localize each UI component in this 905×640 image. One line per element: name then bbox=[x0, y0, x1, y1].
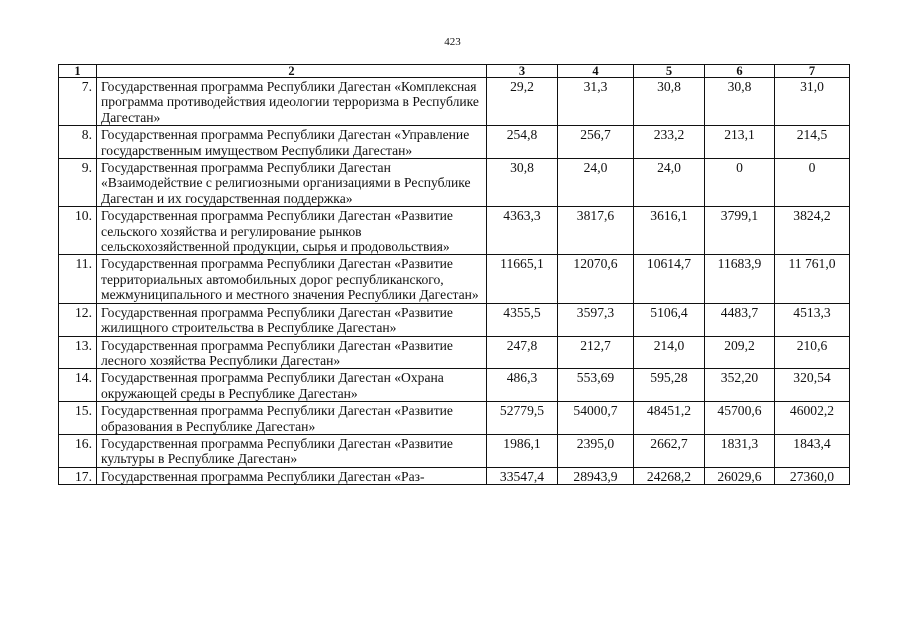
value-cell: 31,0 bbox=[775, 78, 850, 126]
value-cell: 1986,1 bbox=[487, 434, 558, 467]
row-number: 17. bbox=[59, 467, 97, 484]
value-cell: 3616,1 bbox=[634, 207, 705, 255]
value-cell: 3817,6 bbox=[558, 207, 634, 255]
table-row bbox=[59, 78, 850, 126]
program-name: Государственная программа Республики Дагестан «Комплексная программа противодействия идеологии терроризма в Республике Дагестан» bbox=[97, 78, 487, 126]
value-cell: 595,28 bbox=[634, 369, 705, 402]
table-header-row bbox=[59, 65, 850, 78]
value-cell: 3824,2 bbox=[775, 207, 850, 255]
value-cell: 26029,6 bbox=[705, 467, 775, 484]
value-cell: 4355,5 bbox=[487, 303, 558, 336]
value-cell: 256,7 bbox=[558, 126, 634, 159]
value-cell: 254,8 bbox=[487, 126, 558, 159]
value-cell: 24268,2 bbox=[634, 467, 705, 484]
value-cell: 29,2 bbox=[487, 78, 558, 126]
value-cell: 4483,7 bbox=[705, 303, 775, 336]
column-header: 1 bbox=[59, 65, 97, 78]
row-number: 9. bbox=[59, 159, 97, 207]
table-row bbox=[59, 207, 850, 255]
row-number: 10. bbox=[59, 207, 97, 255]
row-number: 13. bbox=[59, 336, 97, 369]
table-row bbox=[59, 369, 850, 402]
value-cell: 45700,6 bbox=[705, 402, 775, 435]
program-name: Государственная программа Республики Дагестан «Управление государственным имуществом Республики Дагестан» bbox=[97, 126, 487, 159]
value-cell: 0 bbox=[705, 159, 775, 207]
row-number: 16. bbox=[59, 434, 97, 467]
table-row bbox=[59, 434, 850, 467]
value-cell: 209,2 bbox=[705, 336, 775, 369]
program-name: Государственная программа Республики Дагестан «Развитие жилищного строительства в Республике Дагестан» bbox=[97, 303, 487, 336]
row-number: 7. bbox=[59, 78, 97, 126]
page-number: 423 bbox=[444, 36, 461, 48]
program-name: Государственная программа Республики Дагестан «Развитие образования в Республике Дагестан» bbox=[97, 402, 487, 435]
value-cell: 46002,2 bbox=[775, 402, 850, 435]
value-cell: 214,0 bbox=[634, 336, 705, 369]
column-header: 5 bbox=[634, 65, 705, 78]
program-name: Государственная программа Республики Дагестан «Развитие территориальных автомобильных дорог республиканского, межмуниципального и местного значения Республики Дагестан» bbox=[97, 255, 487, 303]
value-cell: 233,2 bbox=[634, 126, 705, 159]
value-cell: 5106,4 bbox=[634, 303, 705, 336]
value-cell: 210,6 bbox=[775, 336, 850, 369]
value-cell: 3597,3 bbox=[558, 303, 634, 336]
column-header: 6 bbox=[705, 65, 775, 78]
table-row bbox=[59, 336, 850, 369]
value-cell: 54000,7 bbox=[558, 402, 634, 435]
value-cell: 2662,7 bbox=[634, 434, 705, 467]
column-header: 7 bbox=[775, 65, 850, 78]
value-cell: 24,0 bbox=[634, 159, 705, 207]
value-cell: 10614,7 bbox=[634, 255, 705, 303]
column-header: 2 bbox=[97, 65, 487, 78]
value-cell: 27360,0 bbox=[775, 467, 850, 484]
value-cell: 553,69 bbox=[558, 369, 634, 402]
row-number: 12. bbox=[59, 303, 97, 336]
value-cell: 247,8 bbox=[487, 336, 558, 369]
program-name: Государственная программа Республики Дагестан «Развитие сельского хозяйства и регулирование рынков сельскохозяйственной продукции, сырья и продовольствия» bbox=[97, 207, 487, 255]
value-cell: 31,3 bbox=[558, 78, 634, 126]
budget-table bbox=[58, 64, 850, 485]
value-cell: 1843,4 bbox=[775, 434, 850, 467]
value-cell: 12070,6 bbox=[558, 255, 634, 303]
value-cell: 3799,1 bbox=[705, 207, 775, 255]
value-cell: 4513,3 bbox=[775, 303, 850, 336]
value-cell: 11683,9 bbox=[705, 255, 775, 303]
table-row bbox=[59, 467, 850, 484]
row-number: 14. bbox=[59, 369, 97, 402]
program-name: Государственная программа Республики Дагестан «Охрана окружающей среды в Республике Дагестан» bbox=[97, 369, 487, 402]
column-header: 4 bbox=[558, 65, 634, 78]
program-name: Государственная программа Республики Дагестан «Взаимодействие с религиозными организациями в Республике Дагестан и их государственная поддержка» bbox=[97, 159, 487, 207]
value-cell: 320,54 bbox=[775, 369, 850, 402]
value-cell: 30,8 bbox=[705, 78, 775, 126]
value-cell: 212,7 bbox=[558, 336, 634, 369]
value-cell: 30,8 bbox=[487, 159, 558, 207]
value-cell: 33547,4 bbox=[487, 467, 558, 484]
program-name: Государственная программа Республики Дагестан «Развитие лесного хозяйства Республики Дагестан» bbox=[97, 336, 487, 369]
program-name: Государственная программа Республики Дагестан «Развитие культуры в Республике Дагестан» bbox=[97, 434, 487, 467]
row-number: 8. bbox=[59, 126, 97, 159]
value-cell: 2395,0 bbox=[558, 434, 634, 467]
row-number: 15. bbox=[59, 402, 97, 435]
value-cell: 1831,3 bbox=[705, 434, 775, 467]
value-cell: 11 761,0 bbox=[775, 255, 850, 303]
value-cell: 486,3 bbox=[487, 369, 558, 402]
table-row bbox=[59, 402, 850, 435]
value-cell: 28943,9 bbox=[558, 467, 634, 484]
table-row bbox=[59, 126, 850, 159]
value-cell: 52779,5 bbox=[487, 402, 558, 435]
table-row bbox=[59, 303, 850, 336]
value-cell: 48451,2 bbox=[634, 402, 705, 435]
value-cell: 213,1 bbox=[705, 126, 775, 159]
value-cell: 11665,1 bbox=[487, 255, 558, 303]
value-cell: 24,0 bbox=[558, 159, 634, 207]
row-number: 11. bbox=[59, 255, 97, 303]
value-cell: 30,8 bbox=[634, 78, 705, 126]
value-cell: 4363,3 bbox=[487, 207, 558, 255]
value-cell: 352,20 bbox=[705, 369, 775, 402]
column-header: 3 bbox=[487, 65, 558, 78]
value-cell: 214,5 bbox=[775, 126, 850, 159]
table-row bbox=[59, 159, 850, 207]
table-row bbox=[59, 255, 850, 303]
value-cell: 0 bbox=[775, 159, 850, 207]
program-name: Государственная программа Республики Дагестан «Раз- bbox=[97, 467, 487, 484]
